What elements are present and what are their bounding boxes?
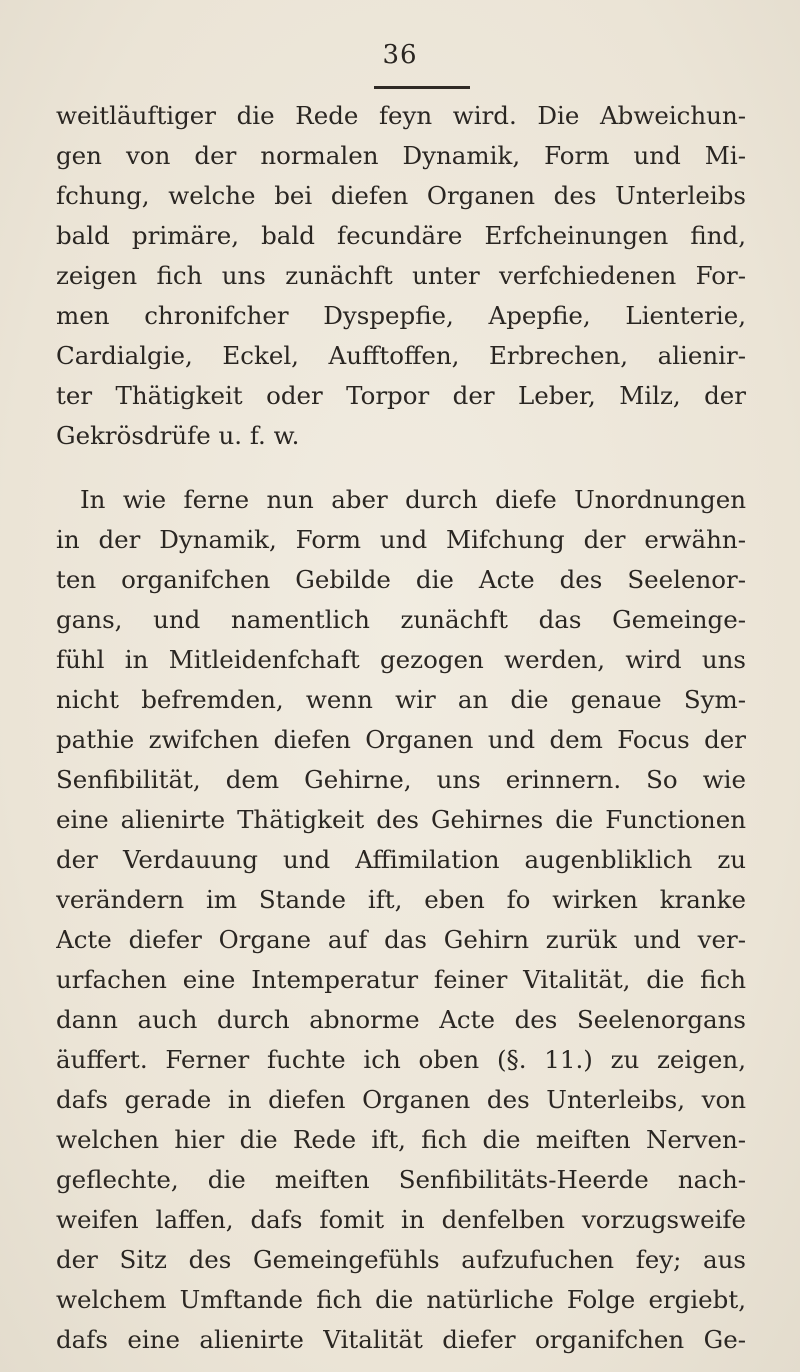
text-line: in der Dynamik, Form und Mifchung der erwähn-	[56, 525, 746, 554]
text-line: Gekrösdrüfe u. f. w.	[56, 421, 300, 450]
text-line: Senfibilität, dem Gehirne, uns erinnern. So wie	[56, 765, 746, 794]
paragraph-1	[56, 96, 746, 456]
text-line: fühl in Mitleidenfchaft gezogen werden, wird uns	[56, 645, 746, 674]
paragraph-gap	[56, 456, 746, 480]
text-line: eine alienirte Thätigkeit des Gehirnes die Functionen	[56, 805, 746, 834]
text-line: der Verdauung und Affimilation augenbliklich zu	[56, 845, 746, 874]
text-line: men chronifcher Dyspepfie, Apepfie, Lienterie,	[56, 301, 746, 330]
text-line: verändern im Stande ift, eben fo wirken kranke	[56, 885, 746, 914]
text-line: äuffert. Ferner fuchte ich oben (§. 11.) zu zeigen,	[56, 1045, 746, 1074]
text-line: In wie ferne nun aber durch diefe Unordnungen	[80, 485, 746, 514]
page-number: 36	[382, 40, 418, 70]
text-line: ter Thätigkeit oder Torpor der Leber, Milz, der	[56, 381, 746, 410]
text-line: Acte diefer Organe auf das Gehirn zurük und ver-	[56, 925, 746, 954]
text-line: dafs eine alienirte Vitalität diefer organifchen Ge-	[56, 1325, 746, 1354]
text-line: welchem Umftande fich die natürliche Folge ergiebt,	[56, 1285, 746, 1314]
text-line: urfachen eine Intemperatur feiner Vitalität, die fich	[56, 965, 746, 994]
text-line: dafs gerade in diefen Organen des Unterleibs, von	[56, 1085, 746, 1114]
text-line: geflechte, die meiften Senfibilitäts-Heerde nach-	[56, 1165, 746, 1194]
header-rule	[374, 86, 470, 89]
text-line: nicht befremden, wenn wir an die genaue Sym-	[56, 685, 746, 714]
body-text	[56, 96, 746, 1360]
paragraph-2	[56, 480, 746, 1360]
text-line: gans, und namentlich zunächft das Gemeinge-	[56, 605, 746, 634]
text-line: weifen laffen, dafs fomit in denfelben vorzugsweife	[56, 1205, 746, 1234]
text-line: fchung, welche bei diefen Organen des Unterleibs	[56, 181, 746, 210]
text-line: Cardialgie, Eckel, Aufftoffen, Erbrechen, alienir-	[56, 341, 746, 370]
text-line: zeigen fich uns zunächft unter verfchiedenen For-	[56, 261, 746, 290]
text-line: gen von der normalen Dynamik, Form und Mi-	[56, 141, 746, 170]
text-line: welchen hier die Rede ift, fich die meiften Nerven-	[56, 1125, 746, 1154]
text-line: bald primäre, bald fecundäre Erfcheinungen find,	[56, 221, 746, 250]
text-line: weitläuftiger die Rede feyn wird. Die Abweichun-	[56, 101, 746, 130]
text-line: ten organifchen Gebilde die Acte des Seelenor-	[56, 565, 746, 594]
text-line: pathie zwifchen diefen Organen und dem Focus der	[56, 725, 746, 754]
text-line: dann auch durch abnorme Acte des Seelenorgans	[56, 1005, 746, 1034]
text-line: der Sitz des Gemeingefühls aufzufuchen fey; aus	[56, 1245, 746, 1274]
